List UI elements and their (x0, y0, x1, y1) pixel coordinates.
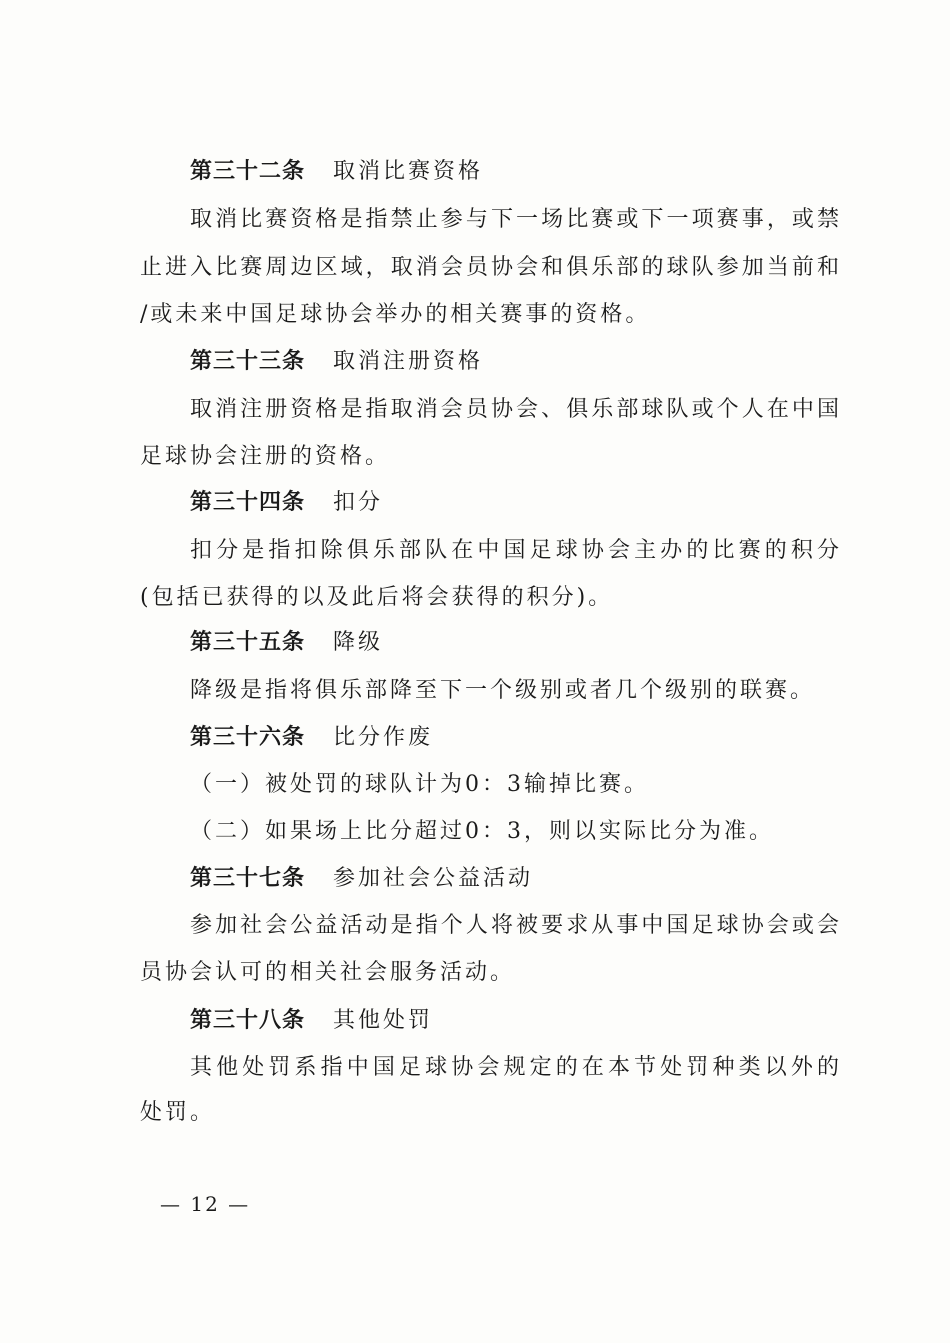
article-title: 扣分 (333, 490, 384, 515)
article-heading (190, 864, 842, 894)
article-title: 取消比赛资格 (333, 159, 484, 184)
paragraph-line: 足球协会注册的资格。 (140, 444, 391, 469)
paragraph-line: 取消比赛资格是指禁止参与下一场比赛或下一项赛事，或禁 (190, 207, 842, 232)
article-number: 第三十五条 (190, 630, 306, 655)
paragraph-line: 员协会认可的相关社会服务活动。 (140, 960, 516, 985)
paragraph-line: 其他处罚系指中国足球协会规定的在本节处罚种类以外的 (190, 1055, 842, 1080)
paragraph-line: 取消注册资格是指取消会员协会、俱乐部球队或个人在中国 (190, 397, 842, 422)
paragraph-line: 扣分是指扣除俱乐部队在中国足球协会主办的比赛的积分 (190, 538, 842, 563)
article-heading (190, 157, 842, 187)
article-number: 第三十七条 (190, 866, 306, 891)
paragraph-line: /或未来中国足球协会举办的相关赛事的资格。 (140, 302, 651, 327)
article-number: 第三十六条 (190, 725, 306, 750)
paragraph-line: 止进入比赛周边区域，取消会员协会和俱乐部的球队参加当前和 (140, 255, 842, 280)
article-title: 其他处罚 (333, 1008, 434, 1033)
article-heading (190, 347, 842, 377)
paragraph-line: （二）如果场上比分超过0：3，则以实际比分为准。 (190, 819, 774, 844)
page-number: — 12 — (160, 1192, 251, 1216)
article-number: 第三十三条 (190, 349, 306, 374)
article-heading (190, 723, 842, 753)
article-number: 第三十二条 (190, 159, 306, 184)
paragraph-line: (包括已获得的以及此后将会获得的积分)。 (140, 585, 614, 610)
article-number: 第三十四条 (190, 490, 306, 515)
paragraph-line: 降级是指将俱乐部降至下一个级别或者几个级别的联赛。 (190, 678, 816, 703)
article-title: 降级 (333, 630, 384, 655)
paragraph-line: 参加社会公益活动是指个人将被要求从事中国足球协会或会 (190, 913, 842, 938)
article-title: 比分作废 (333, 725, 434, 750)
article-heading (190, 1006, 842, 1036)
article-title: 参加社会公益活动 (333, 866, 534, 891)
article-number: 第三十八条 (190, 1008, 306, 1033)
article-heading (190, 628, 842, 658)
article-heading (190, 488, 842, 518)
paragraph-line: 处罚。 (140, 1100, 216, 1125)
article-title: 取消注册资格 (333, 349, 484, 374)
paragraph-line: （一）被处罚的球队计为0：3输掉比赛。 (190, 772, 649, 797)
